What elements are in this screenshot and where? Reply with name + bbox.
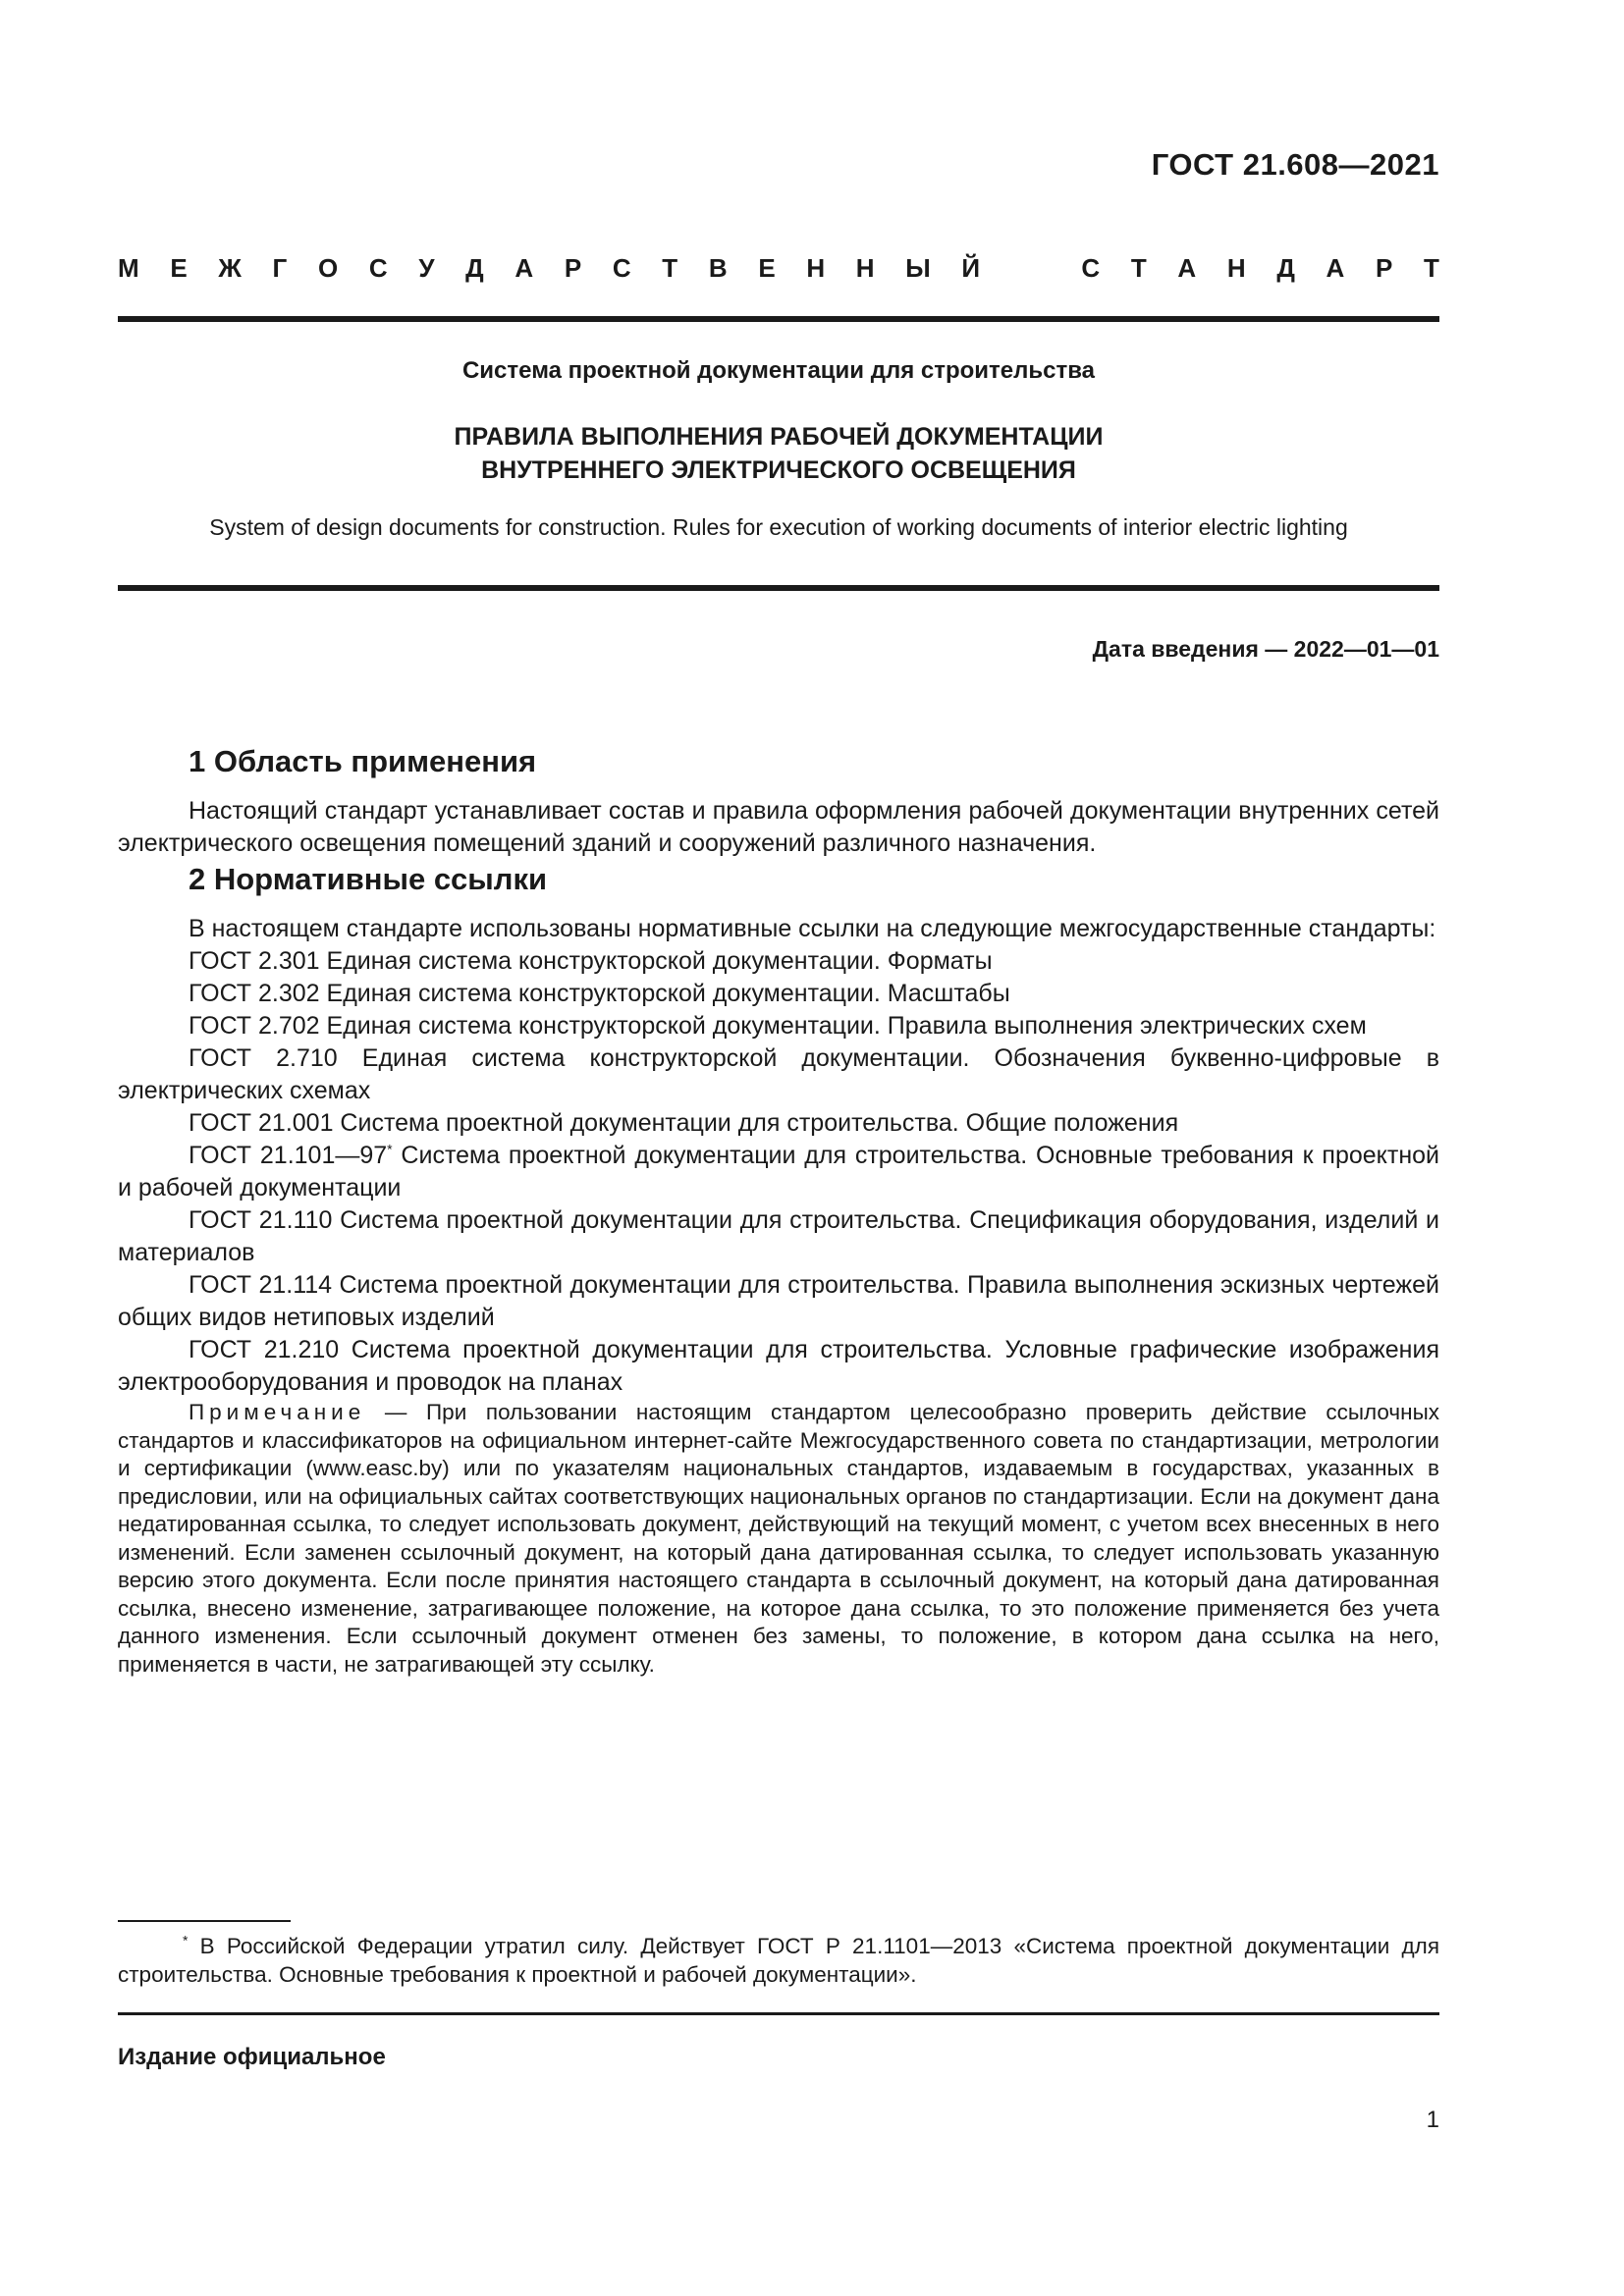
note-text: — При пользовании настоящим стандартом целесообразно проверить действие ссылочных стандартов и классификаторов на официальном интернет-сайте Межгосударственного совета по стандартизации, метрологии и сертификации (www.easc.by) или по указателям национальных стандартов, издаваемым в государствах, указанных в предисловии, или на официальных сайтах соответствующих национальных органов по стандартизации. Если на документ дана недатированная ссылка, то следует использовать документ, действующий на текущий момент, с учетом всех внесенных в него изменений. Если заменен ссылочный документ, на который дана датированная ссылка, то следует использовать указанную версию этого документа. Если после принятия настоящего стандарта в ссылочный документ, на который дана датированная ссылка, внесено изменение, затрагивающее положение, на которое дана ссылка, то это положение применяется без учета данного изменения. Если ссылочный документ отменен без замены, то положение, в котором дана ссылка на него, применяется в части, не затрагивающей эту ссылку. — [118, 1400, 1439, 1677]
main-title-line-1: ПРАВИЛА ВЫПОЛНЕНИЯ РАБОЧЕЙ ДОКУМЕНТАЦИИ — [454, 423, 1104, 451]
title-rule — [118, 585, 1439, 591]
reference-item: ГОСТ 21.110 Система проектной документации для строительства. Спецификация оборудования, изделий и материалов — [118, 1206, 1439, 1266]
banner-letter: Е — [758, 253, 776, 283]
banner-letter: У — [418, 253, 435, 283]
banner-letter: Т — [662, 253, 678, 283]
section-1-text: Настоящий стандарт устанавливает состав и правила оформления рабочей документации внутренних сетей электрического освещения помещений зданий и сооружений различного назначения. — [118, 797, 1439, 857]
header-rule — [118, 316, 1439, 322]
banner-letter: Н — [806, 253, 826, 283]
banner-letter: А — [1326, 253, 1345, 283]
banner-letter: С — [368, 253, 388, 283]
document-page — [118, 0, 1439, 2296]
note-paragraph — [118, 1399, 1439, 1679]
interstate-standard-banner — [118, 253, 1439, 284]
reference-item: ГОСТ 2.702 Единая система конструкторской документации. Правила выполнения электрических схем — [189, 1012, 1367, 1040]
reference-item: ГОСТ 21.210 Система проектной документации для строительства. Условные графические изображения электрооборудования и проводок на планах — [118, 1336, 1439, 1396]
footer-rule — [118, 2012, 1439, 2015]
reference-item: ГОСТ 21.114 Система проектной документации для строительства. Правила выполнения эскизных чертежей общих видов нетиповых изделий — [118, 1271, 1439, 1331]
footnote-rule — [118, 1920, 291, 1922]
banner-letter: Н — [1226, 253, 1246, 283]
footnote — [118, 1932, 1439, 1989]
reference-item: ГОСТ 2.301 Единая система конструкторской документации. Форматы — [189, 947, 993, 975]
banner-letter: А — [1177, 253, 1197, 283]
banner-letter: О — [317, 253, 339, 283]
banner-letter: Р — [564, 253, 582, 283]
banner-word-gap — [1011, 253, 1051, 284]
note-label: Примечание — [189, 1400, 366, 1424]
official-edition-label: Издание официальное — [118, 2044, 386, 2070]
banner-letter: Д — [1276, 253, 1295, 283]
english-title: System of design documents for construction. Rules for execution of working documents of interior electric lighting — [209, 514, 1348, 540]
banner-letter: Е — [170, 253, 188, 283]
section-2-intro: В настоящем стандарте использованы нормативные ссылки на следующие межгосударственные стандарты: — [189, 915, 1436, 942]
banner-letter: А — [514, 253, 534, 283]
reference-item: ГОСТ 2.302 Единая система конструкторской документации. Масштабы — [189, 980, 1010, 1007]
banner-letter: Т — [1424, 253, 1439, 283]
banner-letter: С — [612, 253, 631, 283]
reference-code: ГОСТ 21.101—97 — [189, 1142, 388, 1169]
footnote-marker: * — [387, 1141, 393, 1157]
main-title-line-2: ВНУТРЕННЕГО ЭЛЕКТРИЧЕСКОГО ОСВЕЩЕНИЯ — [481, 456, 1076, 484]
reference-item: ГОСТ 2.710 Единая система конструкторской документации. Обозначения буквенно-цифровые в электрических схемах — [118, 1044, 1439, 1104]
reference-item: ГОСТ 21.001 Система проектной документации для строительства. Общие положения — [189, 1109, 1179, 1137]
banner-letter: Й — [961, 253, 981, 283]
banner-letter: Д — [465, 253, 484, 283]
document-code: ГОСТ 21.608—2021 — [1151, 147, 1439, 182]
main-title — [118, 420, 1439, 487]
banner-letter: С — [1081, 253, 1101, 283]
reference-list — [118, 945, 1439, 1399]
series-title: Система проектной документации для строительства — [461, 357, 1096, 384]
banner-letter: М — [118, 253, 139, 283]
page-number: 1 — [1426, 2107, 1439, 2133]
introduction-date: Дата введения — 2022—01—01 — [1092, 636, 1439, 662]
section-1-heading: 1 Область применения — [189, 744, 537, 778]
banner-letter: Р — [1375, 253, 1393, 283]
banner-letter: Ж — [218, 253, 242, 283]
section-2-heading: 2 Нормативные ссылки — [189, 862, 548, 896]
footnote-text: В Российской Федерации утратил силу. Действует ГОСТ Р 21.1101—2013 «Система проектной документации для строительства. Основные требования к проектной и рабочей документации». — [118, 1934, 1439, 1987]
banner-letter: Т — [1130, 253, 1147, 283]
footnote-mark: * — [183, 1932, 189, 1949]
banner-letter: Ы — [905, 253, 931, 283]
reference-item-footnoted — [118, 1140, 1439, 1204]
banner-letter: Г — [272, 253, 288, 283]
banner-letter: В — [708, 253, 728, 283]
document-body — [118, 742, 1439, 1679]
banner-letter: Н — [855, 253, 875, 283]
reference-title: Система проектной документации для строительства. Основные требования к проектной и рабочей документации — [118, 1142, 1440, 1201]
